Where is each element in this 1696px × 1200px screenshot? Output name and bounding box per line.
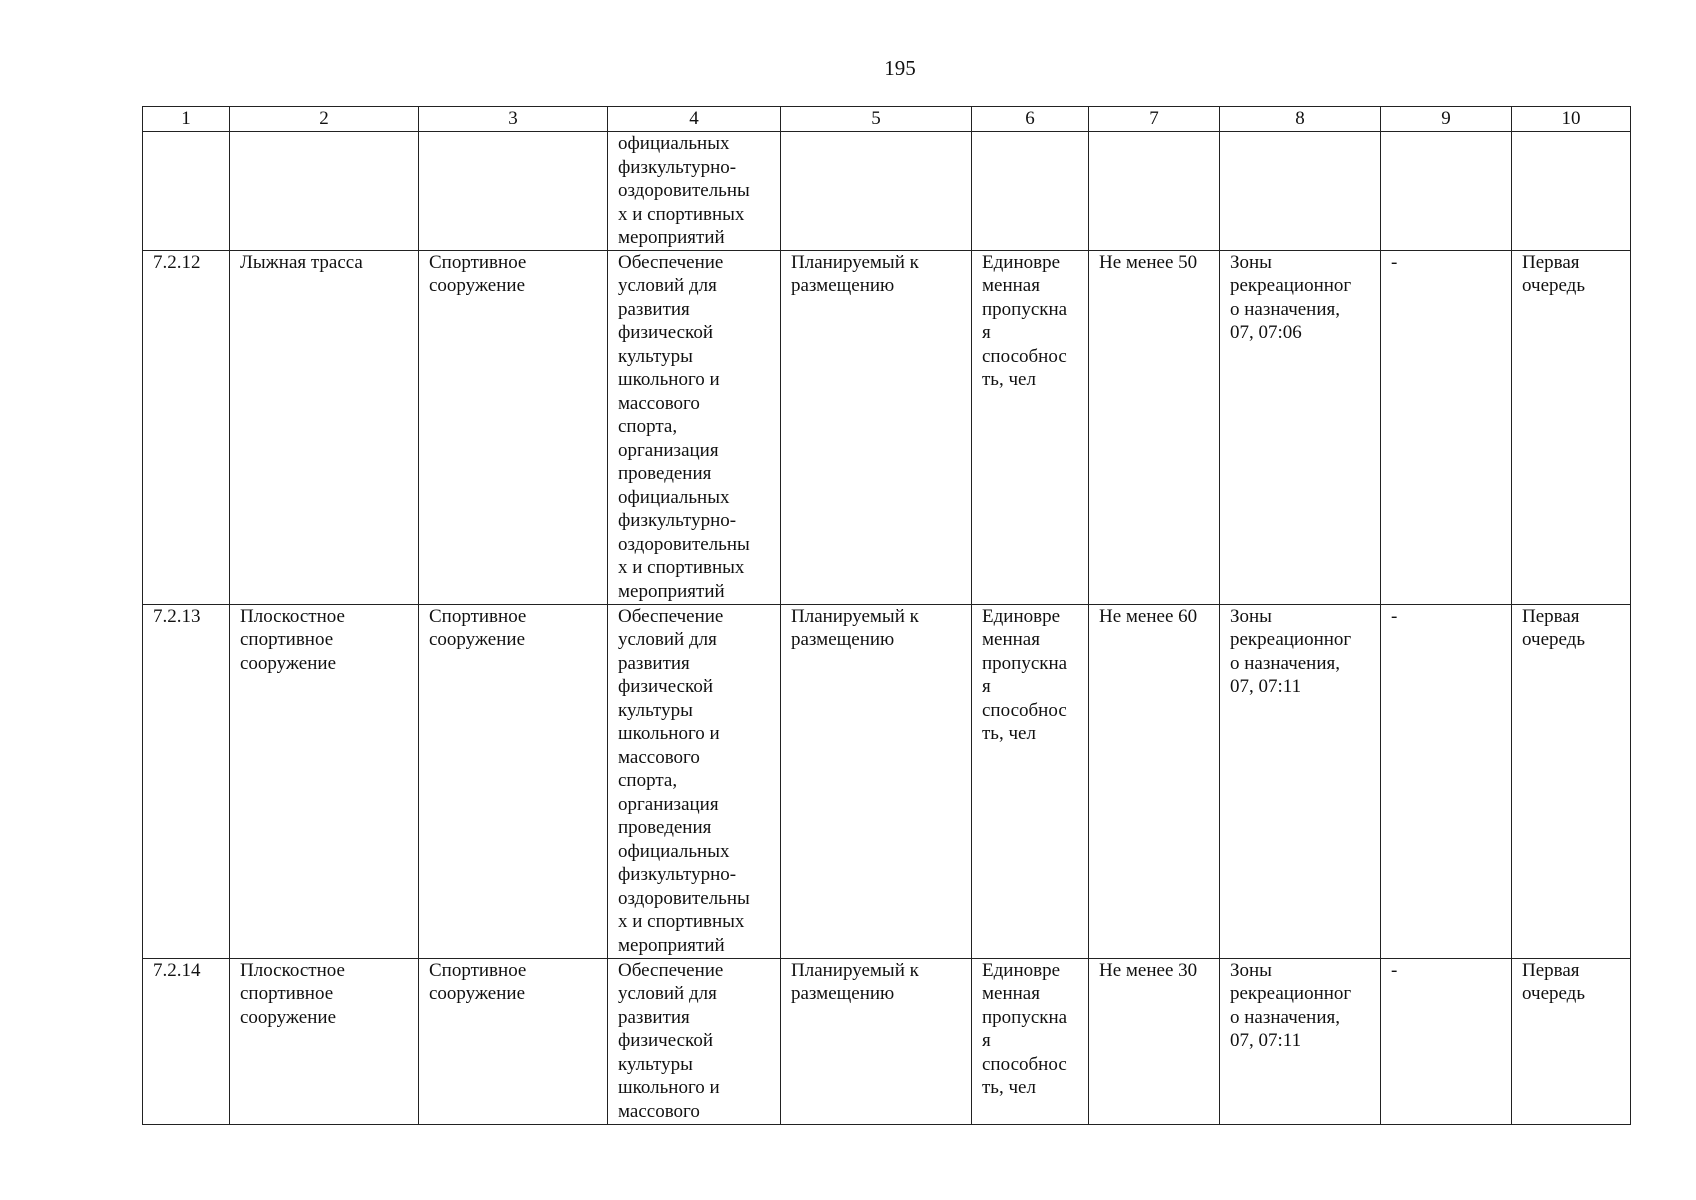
cell-number — [143, 132, 230, 251]
table-header-row — [143, 107, 1631, 132]
cell-purpose: Обеспечение условий для развития физической культуры школьного и массового спорта, организация проведения официальных физкультурно- оздоровительны х и спортивных мероприятий — [608, 604, 781, 958]
cell-characteristic: Единовре менная пропускна я способнос ть, чел — [972, 958, 1089, 1124]
cell-zone — [1220, 132, 1381, 251]
cell-stage: Первая очередь — [1512, 958, 1631, 1124]
table-row-continuation — [143, 132, 1631, 251]
cell-purpose: Обеспечение условий для развития физической культуры школьного и массового — [608, 958, 781, 1124]
cell-status — [781, 132, 972, 251]
cell-type: Спортивное сооружение — [419, 958, 608, 1124]
column-header: 10 — [1512, 107, 1631, 132]
cell-restriction: - — [1381, 250, 1512, 604]
cell-stage: Первая очередь — [1512, 604, 1631, 958]
cell-value: Не менее 50 — [1089, 250, 1220, 604]
cell-name: Лыжная трасса — [230, 250, 419, 604]
column-header: 9 — [1381, 107, 1512, 132]
cell-name: Плоскостное спортивное сооружение — [230, 604, 419, 958]
cell-name — [230, 132, 419, 251]
cell-status: Планируемый к размещению — [781, 250, 972, 604]
cell-name: Плоскостное спортивное сооружение — [230, 958, 419, 1124]
cell-restriction: - — [1381, 604, 1512, 958]
cell-characteristic: Единовре менная пропускна я способнос ть, чел — [972, 604, 1089, 958]
cell-zone: Зоны рекреационног о назначения, 07, 07:06 — [1220, 250, 1381, 604]
cell-stage: Первая очередь — [1512, 250, 1631, 604]
cell-value: Не менее 30 — [1089, 958, 1220, 1124]
cell-status: Планируемый к размещению — [781, 604, 972, 958]
cell-zone: Зоны рекреационног о назначения, 07, 07:11 — [1220, 604, 1381, 958]
cell-type — [419, 132, 608, 251]
cell-zone: Зоны рекреационног о назначения, 07, 07:11 — [1220, 958, 1381, 1124]
cell-type: Спортивное сооружение — [419, 604, 608, 958]
cell-purpose: Обеспечение условий для развития физической культуры школьного и массового спорта, организация проведения официальных физкультурно- оздоровительны х и спортивных мероприятий — [608, 250, 781, 604]
column-header: 8 — [1220, 107, 1381, 132]
column-header: 3 — [419, 107, 608, 132]
data-table — [142, 106, 1631, 1125]
cell-characteristic: Единовре менная пропускна я способнос ть, чел — [972, 250, 1089, 604]
column-header: 4 — [608, 107, 781, 132]
table-row — [143, 250, 1631, 604]
table-row — [143, 604, 1631, 958]
cell-type: Спортивное сооружение — [419, 250, 608, 604]
page-number: 195 — [884, 56, 916, 80]
cell-restriction — [1381, 132, 1512, 251]
cell-number: 7.2.14 — [143, 958, 230, 1124]
column-header: 7 — [1089, 107, 1220, 132]
column-header: 2 — [230, 107, 419, 132]
cell-purpose: официальных физкультурно- оздоровительны х и спортивных мероприятий — [608, 132, 781, 251]
column-header: 1 — [143, 107, 230, 132]
cell-number: 7.2.12 — [143, 250, 230, 604]
column-header: 5 — [781, 107, 972, 132]
cell-value: Не менее 60 — [1089, 604, 1220, 958]
table-row — [143, 958, 1631, 1124]
cell-restriction: - — [1381, 958, 1512, 1124]
column-header: 6 — [972, 107, 1089, 132]
cell-characteristic — [972, 132, 1089, 251]
cell-value — [1089, 132, 1220, 251]
cell-stage — [1512, 132, 1631, 251]
cell-status: Планируемый к размещению — [781, 958, 972, 1124]
cell-number: 7.2.13 — [143, 604, 230, 958]
